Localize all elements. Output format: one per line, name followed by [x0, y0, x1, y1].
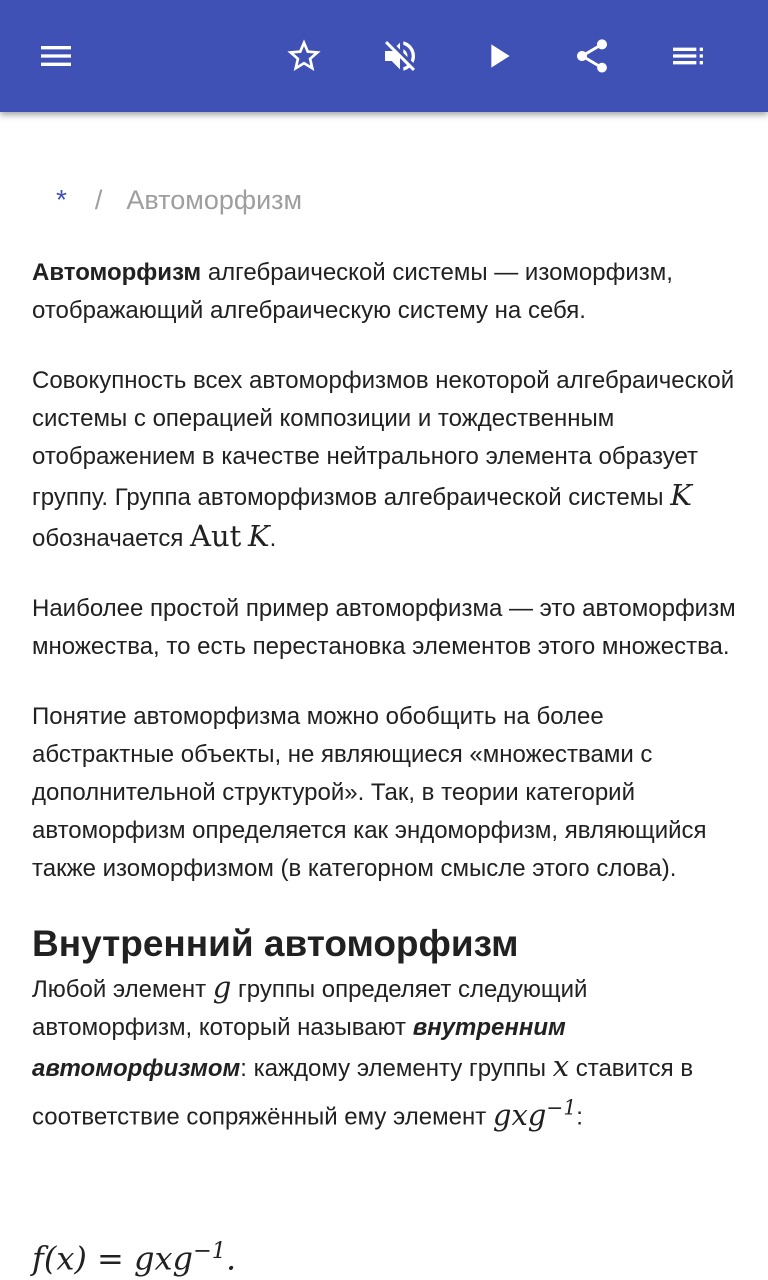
play-icon — [478, 36, 518, 76]
menu-button[interactable] — [28, 28, 84, 84]
mute-button[interactable] — [372, 28, 428, 84]
share-icon — [572, 36, 612, 76]
paragraph-group — [32, 362, 742, 558]
formula-text: f(x) = gxg — [32, 1239, 194, 1278]
paragraph-text: группы определяет следующий автоморфизм, который называют — [32, 976, 588, 1041]
volume-off-icon — [380, 36, 420, 76]
app-bar — [0, 0, 768, 112]
hamburger-menu-icon — [36, 36, 76, 76]
play-button[interactable] — [470, 28, 526, 84]
paragraph-text: алгебраической системы — изоморфизм, отображающий алгебраическую систему на себя. — [32, 259, 673, 324]
star-outline-icon — [284, 36, 324, 76]
breadcrumb-current: Автоморфизм — [126, 184, 303, 215]
math-aut: Aut — [190, 519, 242, 553]
share-button[interactable] — [564, 28, 620, 84]
math-var-g: g — [212, 970, 232, 1004]
math-expr: gxg — [492, 1097, 547, 1132]
formula-inner-automorphism — [32, 1238, 236, 1278]
paragraph-text: : — [576, 1103, 583, 1131]
paragraph-inner — [32, 968, 742, 1137]
breadcrumb — [56, 180, 302, 220]
math-var-k: K — [670, 478, 692, 512]
term-automorphism: Автоморфизм — [32, 259, 202, 286]
table-of-contents-icon — [668, 36, 708, 76]
formula-exponent: −1 — [193, 1238, 227, 1264]
breadcrumb-separator: / — [94, 184, 103, 215]
article-body — [32, 254, 742, 1169]
breadcrumb-home-link[interactable]: * — [56, 184, 67, 215]
formula-end: . — [226, 1239, 237, 1278]
paragraph-text: обозначается — [32, 525, 191, 552]
paragraph-text: ставится в соответствие сопряжённый ему элемент — [32, 1055, 694, 1131]
paragraph-definition — [32, 254, 742, 330]
math-conjugate — [492, 1095, 577, 1132]
paragraph-text: Совокупность всех автоморфизмов некоторой алгебраической системы с операцией композиции и тождественным отображением в качестве нейтрального элемента образует группу. Группа автоморфизмов алгебраической системы — [32, 367, 735, 511]
paragraph-generalization: Понятие автоморфизма можно обобщить на более абстрактные объекты, не являющиеся «множествами с дополнительной структурой». Так, в теории категорий автоморфизм определяется как эндоморфизм, являющийся также изоморфизмом (в категорном смысле этого слова). — [32, 703, 707, 882]
term-inner-automorphism: внутренним автоморфизмом — [32, 1014, 566, 1082]
paragraph-text: Любой элемент — [32, 976, 213, 1003]
math-var-k-2: K — [248, 519, 270, 553]
math-exponent: −1 — [546, 1095, 577, 1119]
section-heading: Внутренний автоморфизм — [32, 923, 519, 964]
contents-button[interactable] — [660, 28, 716, 84]
paragraph-example: Наиболее простой пример автоморфизма — это автоморфизм множества, то есть перестановка элементов этого множества. — [32, 595, 736, 660]
math-var-x: x — [552, 1049, 570, 1083]
paragraph-text: . — [269, 525, 277, 552]
paragraph-text: : каждому элементу группы — [240, 1055, 553, 1082]
favorite-button[interactable] — [276, 28, 332, 84]
